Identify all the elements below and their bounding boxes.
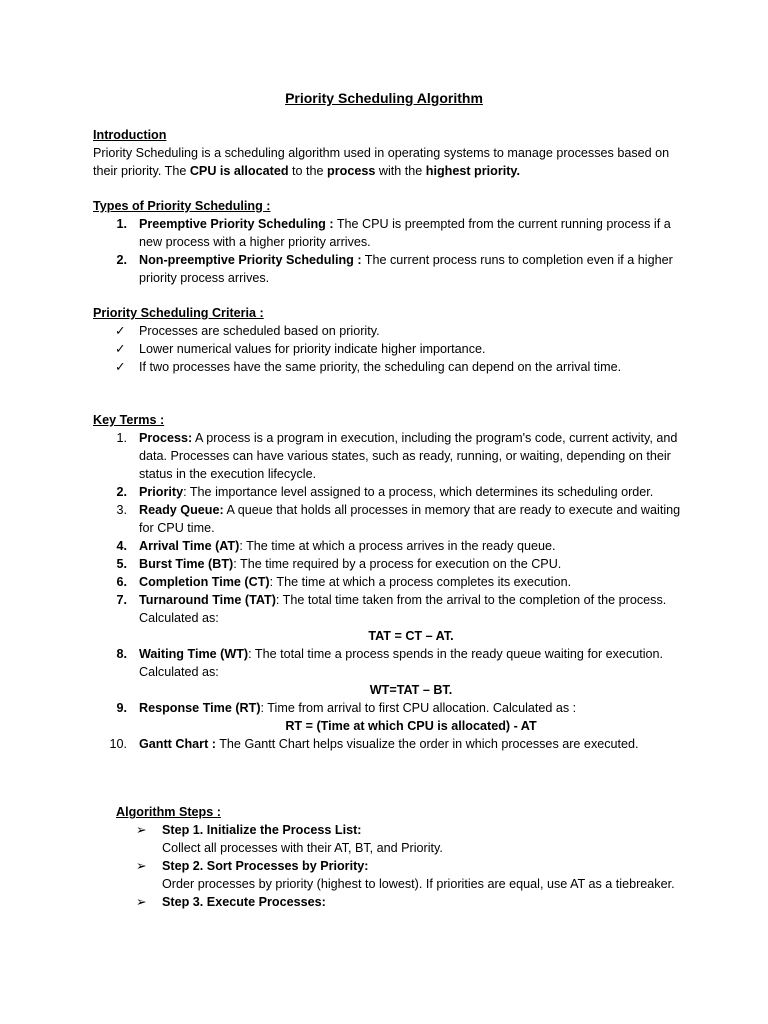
- list-item: ✓ If two processes have the same priority, the scheduling can depend on the arrival time.: [115, 360, 622, 374]
- list-number: 1.: [116, 431, 127, 445]
- list-item: 5. Burst Time (BT): The time required by a process for execution on the CPU.: [93, 555, 683, 573]
- list-item: 6. Completion Time (CT): The time at which a process completes its execution.: [93, 573, 683, 591]
- list-item: 9. Response Time (RT): Time from arrival to first CPU allocation. Calculated as :: [93, 699, 683, 717]
- list-item: 8. Waiting Time (WT): The total time a process spends in the ready queue waiting for execution. Calculated as:: [93, 645, 683, 681]
- introduction-section: [93, 126, 683, 180]
- arrow-bullet-icon: ➢: [136, 895, 147, 909]
- types-section: [93, 197, 683, 287]
- check-icon: ✓: [115, 342, 126, 356]
- check-icon: ✓: [115, 360, 126, 374]
- list-item: 7. Turnaround Time (TAT): The total time taken from the arrival to the completion of the process. Calculated as:: [93, 591, 683, 627]
- list-item: 2. Non-preemptive Priority Scheduling : The current process runs to completion even if a higher priority process arrives.: [93, 251, 683, 287]
- list-item: ✓ Lower numerical values for priority indicate higher importance.: [115, 342, 486, 356]
- algorithm-heading: Algorithm Steps :: [116, 805, 221, 819]
- list-item: ✓ Processes are scheduled based on priority.: [115, 324, 380, 338]
- introduction-paragraph: Priority Scheduling is a scheduling algorithm used in operating systems to manage processes based on their priority. The CPU is allocated to the process with the highest priority.: [93, 146, 670, 178]
- arrow-bullet-icon: ➢: [136, 823, 147, 837]
- list-item: ➢ Step 3. Execute Processes:: [136, 895, 326, 909]
- introduction-heading: Introduction: [93, 128, 167, 142]
- list-number: 6.: [116, 575, 127, 589]
- algorithm-section: [93, 803, 683, 911]
- key-terms-section: [93, 411, 683, 753]
- key-terms-heading: Key Terms :: [93, 413, 165, 427]
- list-number: 1.: [116, 217, 127, 231]
- page-title: Priority Scheduling Algorithm: [285, 90, 483, 106]
- list-number: 10.: [109, 737, 127, 751]
- arrow-bullet-icon: ➢: [136, 859, 147, 873]
- list-item: 1. Process: A process is a program in execution, including the program's code, current activity, and data. Processes can have various states, such as ready, running, or waiting, depending on their status in the execution lifecycle.: [93, 429, 683, 483]
- list-item: 4. Arrival Time (AT): The time at which a process arrives in the ready queue.: [93, 537, 683, 555]
- list-number: 3.: [116, 503, 127, 517]
- list-number: 9.: [116, 701, 127, 715]
- types-heading: Types of Priority Scheduling :: [93, 199, 271, 213]
- list-item: 1. Preemptive Priority Scheduling : The CPU is preempted from the current running process if a new process with a higher priority arrives.: [93, 215, 683, 251]
- criteria-heading: Priority Scheduling Criteria :: [93, 306, 264, 320]
- list-number: 2.: [116, 253, 127, 267]
- formula-rt: RT = (Time at which CPU is allocated) - AT: [285, 719, 537, 733]
- list-number: 4.: [116, 539, 127, 553]
- check-icon: ✓: [115, 324, 126, 338]
- list-item: 3. Ready Queue: A queue that holds all processes in memory that are ready to execute and waiting for CPU time.: [93, 501, 683, 537]
- criteria-section: [93, 304, 683, 376]
- list-item: 10. Gantt Chart : The Gantt Chart helps visualize the order in which processes are executed.: [93, 735, 683, 753]
- list-number: 7.: [116, 593, 127, 607]
- formula-tat: TAT = CT – AT.: [368, 629, 454, 643]
- list-number: 2.: [116, 485, 127, 499]
- formula-wt: WT=TAT – BT.: [369, 683, 453, 697]
- list-item: 2. Priority: The importance level assigned to a process, which determines its scheduling order.: [93, 483, 683, 501]
- list-number: 8.: [116, 647, 127, 661]
- list-item: ➢ Step 2. Sort Processes by Priority: Order processes by priority (highest to lowest). If priorities are equal, use AT as a tiebreaker.: [136, 859, 675, 891]
- list-number: 5.: [116, 557, 127, 571]
- list-item: ➢ Step 1. Initialize the Process List: Collect all processes with their AT, BT, and Priority.: [136, 823, 443, 855]
